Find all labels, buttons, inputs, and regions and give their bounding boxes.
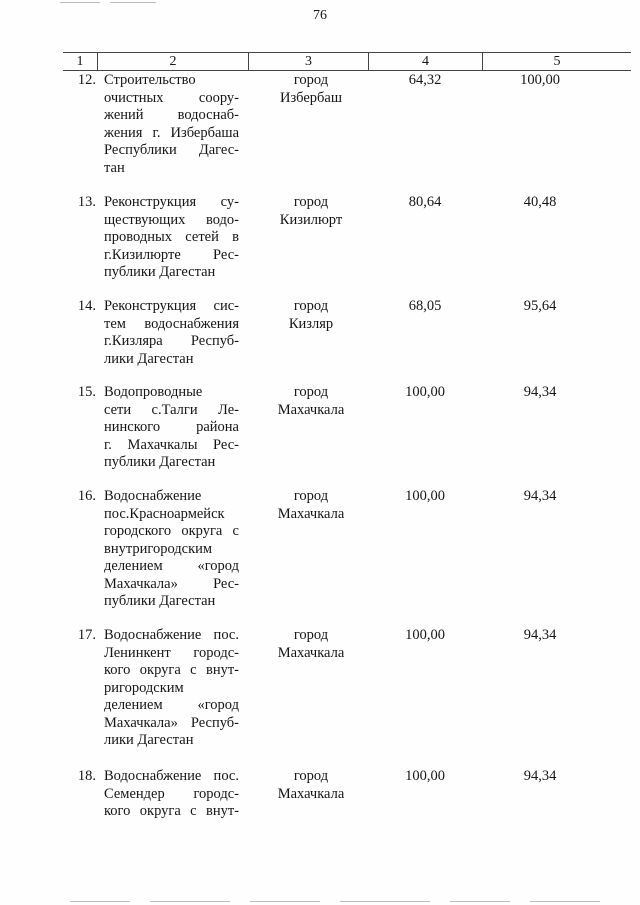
- location: [252, 298, 370, 333]
- name-line: пос.Красноармейск: [104, 505, 225, 522]
- value-col-5: 94,34: [523, 384, 557, 400]
- scan-artifact: [450, 901, 510, 902]
- location: [252, 194, 370, 229]
- name-line: ществующих водо-: [104, 211, 239, 228]
- name-line: публики Дагестан: [104, 454, 216, 470]
- location-line: Кизляр: [288, 315, 334, 332]
- name-line: Махачкала» Респуб-: [104, 714, 239, 731]
- name-line: сети с.Талги Ле-: [104, 401, 239, 418]
- location: [252, 768, 370, 803]
- object-name: [104, 72, 239, 177]
- location-line: Кизилюрт: [279, 211, 343, 228]
- name-line: Строительство: [104, 72, 196, 88]
- object-name: [104, 768, 239, 821]
- header-col-3: 3: [305, 54, 312, 69]
- row-number: 14.: [77, 298, 96, 314]
- value-col-5: 94,34: [523, 627, 557, 643]
- name-line: ригородским: [104, 679, 184, 696]
- value-col-4: 100,00: [405, 627, 445, 643]
- name-line: лики Дагестан: [104, 350, 194, 367]
- name-line: нинского района: [104, 419, 239, 435]
- name-line: Республики Дагес-: [104, 142, 239, 158]
- name-line: Реконструкция су-: [104, 194, 239, 210]
- location-line: Махачкала: [277, 401, 345, 418]
- name-line: тан: [104, 159, 125, 176]
- name-line: г.Кизляра Респуб-: [104, 333, 239, 349]
- row-number: 16.: [77, 488, 96, 504]
- header-col-5: 5: [553, 54, 561, 69]
- page-number: 76: [313, 8, 327, 23]
- value-col-5: 100,00: [520, 72, 560, 88]
- location-line: город: [293, 488, 329, 504]
- scan-artifact: [110, 2, 156, 3]
- location: [252, 627, 370, 662]
- name-line: тем водоснабжения: [104, 315, 239, 332]
- name-line: Водоснабжение пос.: [104, 768, 239, 784]
- name-line: кого округа с внут-: [104, 662, 239, 678]
- name-line: внутригородским: [104, 540, 213, 557]
- row-number: 18.: [77, 768, 96, 784]
- location-line: город: [293, 627, 329, 643]
- name-line: жения г. Избербаша: [104, 124, 239, 141]
- row-number: 17.: [77, 627, 96, 643]
- value-col-4: 64,32: [408, 72, 442, 88]
- row-number: 15.: [77, 384, 96, 400]
- header-col-1: 1: [76, 54, 84, 69]
- value-col-4: 100,00: [405, 384, 445, 400]
- name-line: Ленинкент городс-: [104, 644, 239, 661]
- name-line: г.Кизилюрте Рес-: [104, 246, 239, 263]
- name-line: Водоснабжение пос.: [104, 627, 239, 643]
- location: [252, 72, 370, 107]
- name-line: очистных соору-: [104, 89, 239, 106]
- scan-artifact: [70, 901, 130, 902]
- name-line: проводных сетей в: [104, 229, 239, 245]
- location-line: город: [293, 768, 329, 784]
- name-line: Водоснабжение: [104, 488, 202, 504]
- header-col-4: 4: [422, 54, 429, 69]
- value-col-5: 95,64: [523, 298, 557, 314]
- location-line: город: [293, 72, 329, 88]
- location-line: город: [293, 384, 329, 400]
- object-name: [104, 194, 239, 282]
- location-line: Махачкала: [277, 785, 345, 802]
- name-line: Водопроводные: [104, 384, 203, 400]
- name-line: Махачкала» Рес-: [104, 575, 239, 592]
- object-name: [104, 298, 239, 368]
- scan-artifact: [530, 901, 600, 902]
- value-col-5: 94,34: [523, 768, 557, 784]
- location-line: Избербаш: [279, 89, 343, 106]
- header-col-2: 2: [169, 54, 177, 69]
- name-line: г. Махачкалы Рес-: [104, 436, 239, 453]
- name-line: Реконструкция сис-: [104, 298, 239, 314]
- value-col-4: 80,64: [408, 194, 442, 210]
- name-line: лики Дагестан: [104, 732, 194, 748]
- object-name: [104, 488, 239, 611]
- name-line: публики Дагестан: [104, 264, 216, 280]
- name-line: Семендер городс-: [104, 785, 239, 802]
- object-name: [104, 384, 239, 472]
- value-col-5: 94,34: [523, 488, 557, 504]
- value-col-4: 100,00: [405, 488, 445, 504]
- location-line: город: [293, 298, 329, 314]
- location-line: Махачкала: [277, 505, 345, 522]
- location: [252, 384, 370, 419]
- scan-artifact: [60, 2, 100, 3]
- name-line: публики Дагестан: [104, 593, 216, 609]
- name-line: городского округа с: [104, 523, 239, 539]
- scan-artifact: [250, 901, 320, 902]
- header-bottom-rule: [63, 70, 631, 71]
- object-name: [104, 627, 239, 750]
- location: [252, 488, 370, 523]
- name-line: делением «город: [104, 697, 239, 713]
- value-col-4: 68,05: [408, 298, 442, 314]
- name-line: жений водоснаб-: [104, 107, 239, 123]
- location-line: Махачкала: [277, 644, 345, 661]
- row-number: 12.: [77, 72, 96, 88]
- name-line: делением «город: [104, 558, 239, 574]
- value-col-4: 100,00: [405, 768, 445, 784]
- row-number: 13.: [77, 194, 96, 210]
- scan-artifact: [150, 901, 230, 902]
- name-line: кого округа с внут-: [104, 803, 239, 819]
- scan-artifact: [340, 901, 430, 902]
- location-line: город: [293, 194, 329, 210]
- value-col-5: 40,48: [523, 194, 557, 210]
